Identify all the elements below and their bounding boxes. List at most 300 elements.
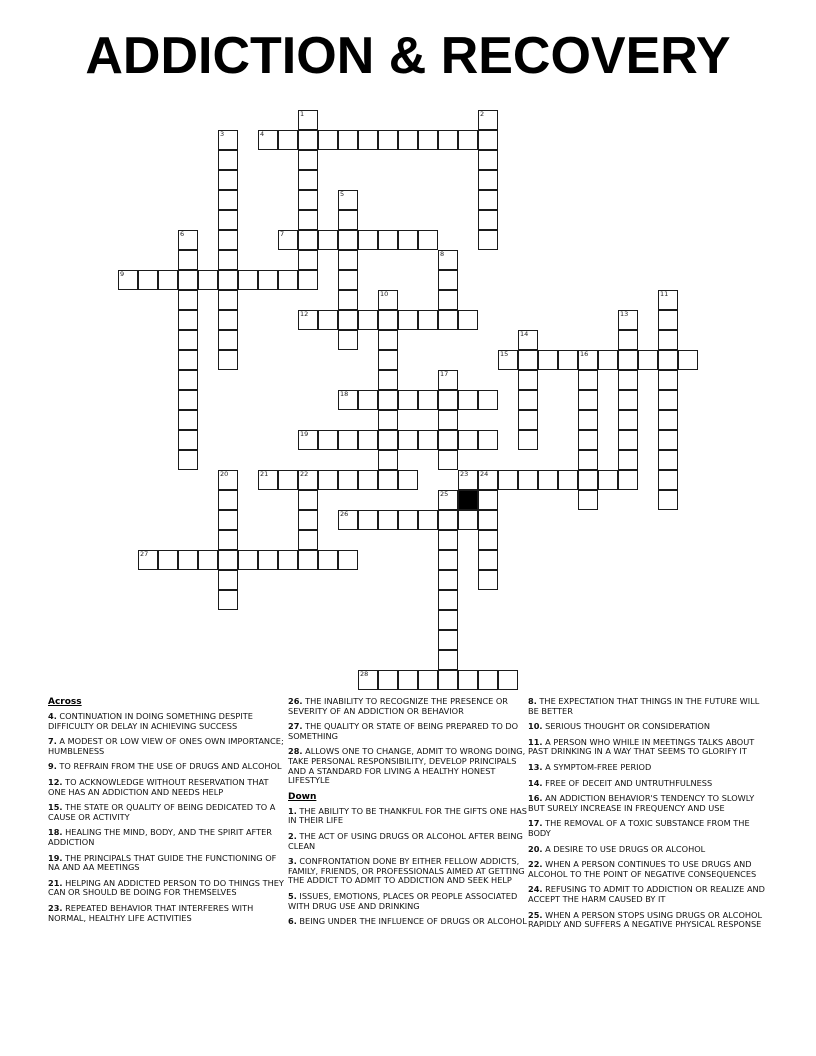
clue-item-1: 1. THE ABILITY TO BE THANKFUL FOR THE GIFTS ONE HAS IN THEIR LIFE [288, 805, 527, 826]
grid-cell[interactable] [198, 550, 218, 570]
clue-item-13: 13. A SYMPTOM-FREE PERIOD [528, 761, 652, 772]
grid-cell[interactable] [618, 350, 638, 370]
grid-cell[interactable] [398, 670, 418, 690]
grid-cell[interactable] [618, 390, 638, 410]
grid-cell[interactable] [298, 130, 318, 150]
grid-cell[interactable] [218, 490, 238, 510]
grid-cell[interactable] [218, 470, 238, 490]
grid-cell[interactable] [418, 230, 438, 250]
grid-cell[interactable] [478, 550, 498, 570]
clues-section-header-across: Across [48, 697, 82, 707]
grid-cell[interactable] [518, 470, 538, 490]
grid-cell[interactable] [618, 470, 638, 490]
grid-cell[interactable] [298, 430, 318, 450]
grid-cell[interactable] [178, 550, 198, 570]
clue-column-3 [528, 697, 768, 936]
grid-cell[interactable] [478, 570, 498, 590]
grid-cell[interactable] [538, 470, 558, 490]
grid-cell[interactable] [458, 670, 478, 690]
clue-number: 22 [300, 469, 309, 478]
clue-number: 20 [220, 469, 229, 478]
grid-cell[interactable] [678, 350, 698, 370]
grid-cell[interactable] [278, 470, 298, 490]
clue-item-number: 14. [528, 777, 543, 788]
grid-cell[interactable] [478, 470, 498, 490]
grid-cell[interactable] [338, 330, 358, 350]
grid-cell[interactable] [658, 470, 678, 490]
grid-cell[interactable] [318, 430, 338, 450]
blocked-cell [458, 490, 478, 510]
clue-item-number: 13. [528, 761, 543, 772]
grid-cell[interactable] [298, 110, 318, 130]
clue-item-8: 8. THE EXPECTATION THAT THINGS IN THE FUTURE WILL BE BETTER [528, 696, 760, 716]
grid-cell[interactable] [358, 130, 378, 150]
grid-cell[interactable] [478, 130, 498, 150]
grid-cell[interactable] [298, 250, 318, 270]
grid-cell[interactable] [298, 470, 318, 490]
grid-cell[interactable] [578, 470, 598, 490]
grid-cell[interactable] [338, 190, 358, 210]
grid-cell[interactable] [338, 250, 358, 270]
clue-item-3: 3. CONFRONTATION DONE BY EITHER FELLOW ADDICTS, FAMILY, FRIENDS, OR PROFESSIONALS AIMED AT GETTING THE ADDICT TO ADMIT TO ADDICTION AND SEEK HELP [288, 856, 525, 886]
clue-item-7: 7. A MODEST OR LOW VIEW OF ONES OWN IMPORTANCE; HUMBLENESS [48, 736, 284, 756]
clue-number: 25 [440, 489, 449, 498]
grid-cell[interactable] [458, 430, 478, 450]
grid-cell[interactable] [178, 250, 198, 270]
clue-item-22: 22. WHEN A PERSON CONTINUES TO USE DRUGS AND ALCOHOL TO THE POINT OF NEGATIVE CONSEQUENCES [528, 859, 757, 879]
grid-cell[interactable] [218, 230, 238, 250]
grid-cell[interactable] [278, 230, 298, 250]
clue-item-number: 10. [528, 721, 543, 732]
clue-number: 27 [140, 549, 149, 558]
grid-cell[interactable] [378, 390, 398, 410]
clue-item-number: 7. [48, 736, 57, 747]
grid-cell[interactable] [458, 390, 478, 410]
grid-cell[interactable] [658, 330, 678, 350]
clue-number: 3 [220, 129, 225, 138]
grid-cell[interactable] [158, 550, 178, 570]
clue-item-14: 14. FREE OF DECEIT AND UNTRUTHFULNESS [528, 777, 713, 788]
grid-cell[interactable] [438, 570, 458, 590]
grid-cell[interactable] [478, 530, 498, 550]
grid-cell[interactable] [218, 130, 238, 150]
clue-item-number: 6. [288, 916, 297, 927]
clue-item-number: 2. [288, 830, 297, 841]
clue-number: 9 [120, 269, 125, 278]
clue-item-number: 18. [48, 827, 63, 838]
grid-cell[interactable] [278, 270, 298, 290]
grid-cell[interactable] [298, 190, 318, 210]
clue-number: 28 [360, 669, 369, 678]
clue-number: 15 [500, 349, 509, 358]
grid-cell[interactable] [618, 410, 638, 430]
grid-cell[interactable] [418, 390, 438, 410]
grid-cell[interactable] [478, 170, 498, 190]
clue-item-20: 20. A DESIRE TO USE DRUGS OR ALCOHOL [528, 843, 706, 854]
grid-cell[interactable] [398, 470, 418, 490]
clue-item-24: 24. REFUSING TO ADMIT TO ADDICTION OR REALIZE AND ACCEPT THE HARM CAUSED BY IT [528, 884, 765, 904]
clue-number: 5 [340, 189, 345, 198]
grid-cell[interactable] [478, 110, 498, 130]
clue-item-11: 11. A PERSON WHO WHILE IN MEETINGS TALKS ABOUT PAST DRINKING IN A WAY THAT SEEMS TO GLORIFY IT [528, 736, 755, 757]
grid-cell[interactable] [178, 350, 198, 370]
grid-cell[interactable] [438, 650, 458, 670]
grid-cell[interactable] [178, 230, 198, 250]
grid-cell[interactable] [378, 670, 398, 690]
grid-cell[interactable] [358, 230, 378, 250]
grid-cell[interactable] [338, 510, 358, 530]
clue-number: 2 [480, 109, 485, 118]
clue-item-17: 17. THE REMOVAL OF A TOXIC SUBSTANCE FROM THE BODY [528, 818, 750, 838]
grid-cell[interactable] [378, 290, 398, 310]
grid-cell[interactable] [558, 350, 578, 370]
clue-item-number: 8. [528, 696, 537, 706]
grid-cell[interactable] [318, 470, 338, 490]
grid-cell[interactable] [378, 410, 398, 430]
grid-cell[interactable] [218, 590, 238, 610]
grid-cell[interactable] [578, 490, 598, 510]
grid-cell[interactable] [578, 370, 598, 390]
grid-cell[interactable] [518, 430, 538, 450]
grid-cell[interactable] [378, 470, 398, 490]
clue-item-number: 22. [528, 859, 543, 870]
grid-cell[interactable] [438, 610, 458, 630]
grid-cell[interactable] [378, 230, 398, 250]
grid-cell[interactable] [438, 250, 458, 270]
clue-column-1 [48, 697, 288, 929]
grid-cell[interactable] [478, 430, 498, 450]
clue-item-19: 19. THE PRINCIPALS THAT GUIDE THE FUNCTIONING OF NA AND AA MEETINGS [48, 852, 277, 873]
grid-cell[interactable] [158, 270, 178, 290]
grid-cell[interactable] [258, 130, 278, 150]
clue-number: 12 [300, 309, 309, 318]
grid-cell[interactable] [478, 190, 498, 210]
grid-cell[interactable] [178, 410, 198, 430]
grid-cell[interactable] [218, 170, 238, 190]
grid-cell[interactable] [478, 390, 498, 410]
grid-cell[interactable] [398, 230, 418, 250]
clue-item-27: 27. THE QUALITY OR STATE OF BEING PREPARED TO DO SOMETHING [288, 721, 519, 741]
grid-cell[interactable] [218, 530, 238, 550]
grid-cell[interactable] [438, 270, 458, 290]
grid-cell[interactable] [398, 130, 418, 150]
clue-item-number: 9. [48, 761, 57, 772]
grid-cell[interactable] [218, 270, 238, 290]
grid-cell[interactable] [638, 350, 658, 370]
clue-item-15: 15. THE STATE OR QUALITY OF BEING DEDICATED TO A CAUSE OR ACTIVITY [48, 802, 276, 822]
grid-cell[interactable] [538, 350, 558, 370]
grid-cell[interactable] [498, 470, 518, 490]
grid-cell[interactable] [658, 390, 678, 410]
clue-number: 18 [340, 389, 349, 398]
grid-cell[interactable] [418, 670, 438, 690]
grid-cell[interactable] [658, 290, 678, 310]
grid-cell[interactable] [578, 410, 598, 430]
grid-cell[interactable] [518, 390, 538, 410]
grid-cell[interactable] [458, 510, 478, 530]
grid-cell[interactable] [358, 510, 378, 530]
grid-cell[interactable] [438, 670, 458, 690]
grid-cell[interactable] [458, 310, 478, 330]
grid-cell[interactable] [318, 310, 338, 330]
clue-item-12: 12. TO ACKNOWLEDGE WITHOUT RESERVATION THAT ONE HAS AN ADDICTION AND NEEDS HELP [48, 776, 269, 797]
grid-cell[interactable] [338, 130, 358, 150]
grid-cell[interactable] [618, 450, 638, 470]
grid-cell[interactable] [418, 430, 438, 450]
grid-cell[interactable] [478, 670, 498, 690]
grid-cell[interactable] [438, 530, 458, 550]
grid-cell[interactable] [338, 550, 358, 570]
grid-cell[interactable] [338, 310, 358, 330]
grid-cell[interactable] [358, 310, 378, 330]
clue-item-28: 28. ALLOWS ONE TO CHANGE, ADMIT TO WRONG DOING, TAKE PERSONAL RESPONSIBILITY, DEVELOP PRINCIPALS AND A STANDARD FOR LIVING A HEALTHY HONEST LIFESTYLE [288, 746, 526, 786]
grid-cell[interactable] [178, 390, 198, 410]
grid-cell[interactable] [618, 370, 638, 390]
clue-item-number: 24. [528, 884, 543, 895]
clue-item-number: 11. [528, 736, 543, 747]
clue-number: 4 [260, 129, 265, 138]
grid-cell[interactable] [338, 470, 358, 490]
grid-cell[interactable] [278, 130, 298, 150]
grid-cell[interactable] [338, 390, 358, 410]
grid-cell[interactable] [258, 470, 278, 490]
clue-number: 24 [480, 469, 489, 478]
clue-item-25: 25. WHEN A PERSON STOPS USING DRUGS OR ALCOHOL RAPIDLY AND SUFFERS A NEGATIVE PHYSICAL RESPONSE [528, 909, 763, 930]
grid-cell[interactable] [458, 130, 478, 150]
clue-item-23: 23. REPEATED BEHAVIOR THAT INTERFERES WITH NORMAL, HEALTHY LIFE ACTIVITIES [48, 902, 254, 923]
clue-number: 11 [660, 289, 669, 298]
grid-cell[interactable] [198, 270, 218, 290]
grid-cell[interactable] [418, 510, 438, 530]
grid-cell[interactable] [298, 510, 318, 530]
grid-cell[interactable] [238, 550, 258, 570]
clue-number: 17 [440, 369, 449, 378]
grid-cell[interactable] [438, 290, 458, 310]
grid-cell[interactable] [218, 190, 238, 210]
grid-cell[interactable] [398, 390, 418, 410]
grid-cell[interactable] [518, 330, 538, 350]
grid-cell[interactable] [298, 270, 318, 290]
grid-cell[interactable] [378, 130, 398, 150]
grid-cell[interactable] [298, 230, 318, 250]
clue-column-2 [288, 697, 528, 933]
grid-cell[interactable] [338, 270, 358, 290]
clue-item-number: 21. [48, 877, 63, 888]
grid-cell[interactable] [478, 490, 498, 510]
grid-cell[interactable] [218, 330, 238, 350]
clue-item-number: 4. [48, 711, 57, 721]
grid-cell[interactable] [498, 350, 518, 370]
grid-cell[interactable] [118, 270, 138, 290]
clue-item-18: 18. HEALING THE MIND, BODY, AND THE SPIRIT AFTER ADDICTION [48, 827, 272, 847]
clue-number: 14 [520, 329, 529, 338]
grid-cell[interactable] [338, 290, 358, 310]
clue-number: 19 [300, 429, 309, 438]
grid-cell[interactable] [598, 470, 618, 490]
grid-cell[interactable] [218, 350, 238, 370]
grid-cell[interactable] [218, 210, 238, 230]
grid-cell[interactable] [618, 310, 638, 330]
grid-cell[interactable] [458, 470, 478, 490]
clue-item-number: 19. [48, 852, 63, 863]
grid-cell[interactable] [138, 270, 158, 290]
grid-cell[interactable] [578, 390, 598, 410]
grid-cell[interactable] [418, 130, 438, 150]
grid-cell[interactable] [578, 450, 598, 470]
grid-cell[interactable] [478, 230, 498, 250]
clue-item-number: 27. [288, 721, 303, 732]
clue-number: 8 [440, 249, 445, 258]
grid-cell[interactable] [438, 590, 458, 610]
grid-cell[interactable] [618, 330, 638, 350]
grid-cell[interactable] [498, 670, 518, 690]
clue-item-number: 25. [528, 909, 543, 920]
grid-cell[interactable] [438, 510, 458, 530]
grid-cell[interactable] [318, 130, 338, 150]
grid-cell[interactable] [218, 150, 238, 170]
grid-cell[interactable] [558, 470, 578, 490]
grid-cell[interactable] [478, 210, 498, 230]
clue-item-number: 28. [288, 746, 303, 757]
grid-cell[interactable] [478, 510, 498, 530]
grid-cell[interactable] [358, 430, 378, 450]
clue-item-number: 3. [288, 856, 297, 867]
grid-cell[interactable] [318, 230, 338, 250]
grid-cell[interactable] [518, 410, 538, 430]
grid-cell[interactable] [178, 370, 198, 390]
grid-cell[interactable] [218, 510, 238, 530]
clue-item-5: 5. ISSUES, EMOTIONS, PLACES OR PEOPLE ASSOCIATED WITH DRUG USE AND DRINKING [288, 890, 518, 911]
grid-cell[interactable] [658, 430, 678, 450]
clue-item-number: 23. [48, 902, 63, 913]
clue-item-9: 9. TO REFRAIN FROM THE USE OF DRUGS AND ALCOHOL [48, 761, 282, 772]
grid-cell[interactable] [178, 310, 198, 330]
grid-cell[interactable] [378, 450, 398, 470]
grid-cell[interactable] [318, 550, 338, 570]
grid-cell[interactable] [658, 410, 678, 430]
clue-item-4: 4. CONTINUATION IN DOING SOMETHING DESPITE DIFFICULTY OR DELAY IN ACHIEVING SUCCESS [48, 711, 253, 731]
grid-cell[interactable] [338, 230, 358, 250]
grid-cell[interactable] [178, 430, 198, 450]
grid-cell[interactable] [298, 210, 318, 230]
clue-number: 23 [460, 469, 469, 478]
clue-item-number: 1. [288, 805, 297, 816]
grid-cell[interactable] [178, 270, 198, 290]
grid-cell[interactable] [278, 550, 298, 570]
grid-cell[interactable] [438, 370, 458, 390]
clue-number: 6 [180, 229, 185, 238]
grid-cell[interactable] [218, 290, 238, 310]
grid-cell[interactable] [578, 430, 598, 450]
grid-cell[interactable] [378, 510, 398, 530]
grid-cell[interactable] [398, 310, 418, 330]
grid-cell[interactable] [478, 150, 498, 170]
grid-cell[interactable] [298, 550, 318, 570]
grid-cell[interactable] [258, 550, 278, 570]
grid-cell[interactable] [658, 490, 678, 510]
grid-cell[interactable] [658, 310, 678, 330]
clue-number: 21 [260, 469, 269, 478]
clue-number: 16 [580, 349, 589, 358]
grid-cell[interactable] [398, 430, 418, 450]
grid-cell[interactable] [298, 310, 318, 330]
clue-number: 1 [300, 109, 305, 118]
grid-cell[interactable] [258, 270, 278, 290]
clue-item-number: 17. [528, 818, 543, 829]
grid-cell[interactable] [338, 430, 358, 450]
grid-cell[interactable] [218, 250, 238, 270]
grid-cell[interactable] [618, 430, 638, 450]
clue-item-number: 20. [528, 843, 543, 854]
clue-number: 26 [340, 509, 349, 518]
grid-cell[interactable] [178, 330, 198, 350]
clue-item-2: 2. THE ACT OF USING DRUGS OR ALCOHOL AFTER BEING CLEAN [288, 830, 523, 851]
grid-cell[interactable] [378, 330, 398, 350]
grid-cell[interactable] [658, 450, 678, 470]
grid-cell[interactable] [438, 630, 458, 650]
grid-cell[interactable] [438, 430, 458, 450]
grid-cell[interactable] [438, 410, 458, 430]
grid-cell[interactable] [298, 150, 318, 170]
grid-cell[interactable] [378, 350, 398, 370]
grid-cell[interactable] [218, 570, 238, 590]
grid-cell[interactable] [438, 550, 458, 570]
clue-item-number: 12. [48, 776, 63, 787]
grid-cell[interactable] [518, 370, 538, 390]
grid-cell[interactable] [358, 470, 378, 490]
grid-cell[interactable] [438, 130, 458, 150]
grid-cell[interactable] [658, 350, 678, 370]
grid-cell[interactable] [518, 350, 538, 370]
grid-cell[interactable] [398, 510, 418, 530]
grid-cell[interactable] [178, 450, 198, 470]
clue-number: 13 [620, 309, 629, 318]
clue-item-number: 5. [288, 890, 297, 901]
clue-item-10: 10. SERIOUS THOUGHT OR CONSIDERATION [528, 721, 710, 732]
grid-cell[interactable] [418, 310, 438, 330]
clue-item-16: 16. AN ADDICTION BEHAVIOR'S TENDENCY TO SLOWLY BUT SURELY INCREASE IN FREQUENCY AND USE [528, 793, 755, 813]
clues-section-header-down: Down [288, 791, 317, 802]
grid-cell[interactable] [298, 490, 318, 510]
grid-cell[interactable] [578, 350, 598, 370]
clue-item-26: 26. THE INABILITY TO RECOGNIZE THE PRESENCE OR SEVERITY OF AN ADDICTION OR BEHAVIOR [288, 696, 508, 716]
grid-cell[interactable] [338, 210, 358, 230]
grid-cell[interactable] [598, 350, 618, 370]
grid-cell[interactable] [218, 550, 238, 570]
grid-cell[interactable] [218, 310, 238, 330]
grid-cell[interactable] [378, 310, 398, 330]
grid-cell[interactable] [298, 170, 318, 190]
grid-cell[interactable] [138, 550, 158, 570]
grid-cell[interactable] [658, 370, 678, 390]
grid-cell[interactable] [358, 670, 378, 690]
grid-cell[interactable] [438, 490, 458, 510]
grid-cell[interactable] [238, 270, 258, 290]
clue-number: 7 [280, 229, 285, 238]
clue-item-number: 26. [288, 696, 303, 706]
clue-item-number: 16. [528, 793, 543, 804]
grid-cell[interactable] [178, 290, 198, 310]
clue-number: 10 [380, 289, 389, 298]
grid-cell[interactable] [438, 390, 458, 410]
grid-cell[interactable] [378, 370, 398, 390]
grid-cell[interactable] [438, 310, 458, 330]
grid-cell[interactable] [378, 430, 398, 450]
grid-cell[interactable] [438, 450, 458, 470]
clue-item-6: 6. BEING UNDER THE INFLUENCE OF DRUGS OR ALCOHOL [288, 916, 527, 927]
grid-cell[interactable] [358, 390, 378, 410]
grid-cell[interactable] [298, 530, 318, 550]
